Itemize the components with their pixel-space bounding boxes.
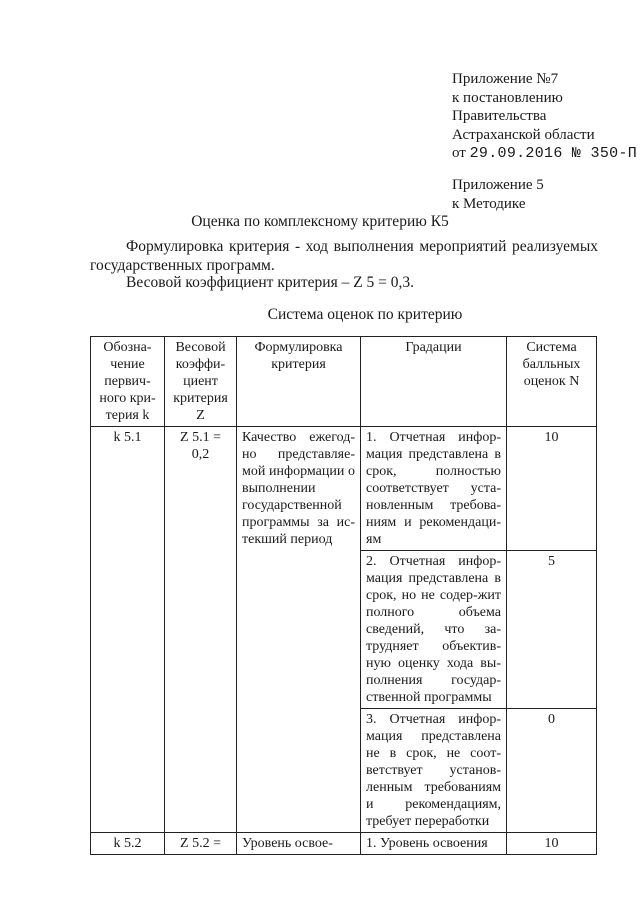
criterion-formulation: Формулировка критерия - ход выполнения мероприятий реализуемых государственных программ.: [90, 238, 598, 274]
table-row: [91, 833, 597, 855]
appendix7-block: [452, 70, 637, 164]
header-k: Обозна-чение первич-ного кри-терия k: [91, 337, 165, 427]
appendix7-date: 29.09.2016 № 350-П: [469, 145, 638, 162]
table-header-row: [91, 337, 597, 427]
criterion-weight: Весовой коэффициент критерия – Z 5 = 0,3.: [126, 274, 415, 291]
cell-k: k 5.2: [91, 833, 165, 855]
header-grades: Градации: [361, 337, 507, 427]
appendix7-line5: [452, 144, 637, 164]
appendix5-line1: Приложение 5: [452, 177, 544, 193]
appendix5-line2: к Методике: [452, 195, 526, 212]
cell-score: 10: [507, 833, 597, 855]
appendix7-line1: Приложение №7: [452, 71, 559, 87]
cell-score: 10: [507, 427, 597, 551]
scoring-table: [90, 336, 597, 855]
cell-score: 5: [507, 551, 597, 709]
appendix7-date-prefix: от: [452, 145, 466, 161]
appendix5-block: [452, 176, 544, 213]
cell-grade: 1. Отчетная инфор-мация представлена в срок, полностью соответствует уста-новленным требова-ниям и рекомендаци-ям: [361, 427, 507, 551]
header-z: Весовой коэффи-циент критерия Z: [165, 337, 237, 427]
appendix7-line2: к постановлению: [452, 89, 563, 106]
table-row: [91, 427, 597, 551]
cell-criterion: Уровень освое-: [237, 833, 361, 855]
cell-k: k 5.1: [91, 427, 165, 833]
cell-z: Z 5.2 =: [165, 833, 237, 855]
appendix7-line4: Астраханской области: [452, 126, 595, 143]
header-criterion: Формулировка критерия: [237, 337, 361, 427]
page-title: Оценка по комплексному критерию К5: [191, 213, 449, 230]
cell-z: Z 5.1 = 0,2: [165, 427, 237, 833]
cell-criterion: Качество ежегод-но представляе-мой информации о выполнении государственной программы за ис-текший период: [237, 427, 361, 833]
appendix7-line3: Правительства: [452, 108, 547, 124]
cell-grade: 2. Отчетная инфор-мация представлена в срок, но не содер-жит полного объема сведений, что за-трудняет объектив-ную оценку хода вы-полнения государ-ственной программы: [361, 551, 507, 709]
cell-grade: 3. Отчетная инфор-мация представлена не в срок, не соот-ветствует установ-ленным требованиям и рекомендациям, требует переработки: [361, 709, 507, 833]
table-title: Система оценок по критерию: [267, 306, 463, 323]
cell-score: 0: [507, 709, 597, 833]
cell-grade: 1. Уровень освоения: [361, 833, 507, 855]
header-score: Система балльных оценок N: [507, 337, 597, 427]
